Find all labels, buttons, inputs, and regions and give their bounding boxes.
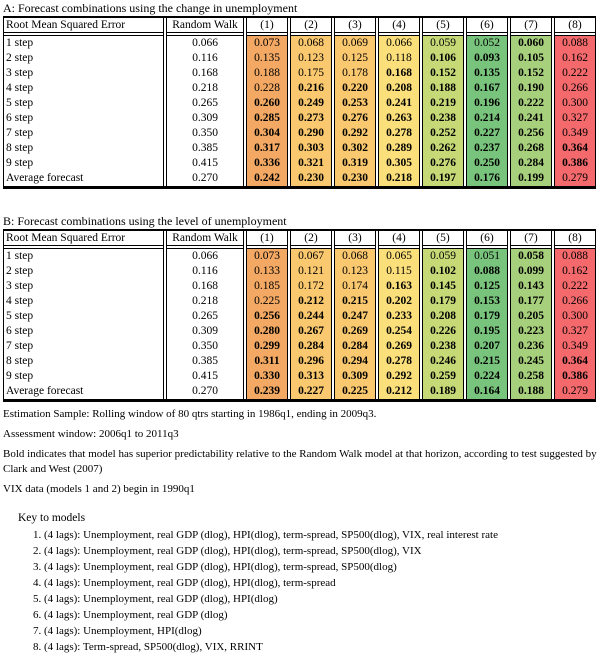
- key-item-2: 2. (4 lags): Unemployment, real GDP (dlog), HPI(dlog), term-spread, SP500(dlog), VIX: [33, 545, 422, 557]
- model-value-cell: 0.088: [562, 250, 588, 262]
- model-value-cell: 0.230: [298, 172, 324, 184]
- model-value-cell: 0.133: [254, 265, 280, 277]
- model-column: [290, 18, 332, 186]
- model-body: [555, 249, 595, 399]
- model-value-cell: 0.224: [474, 370, 500, 382]
- row-label-cell: Average forecast: [6, 172, 84, 184]
- model-body: [247, 249, 287, 399]
- model-value-cell: 0.349: [562, 127, 588, 139]
- random-walk-value-cell: 0.415: [192, 370, 218, 382]
- model-body: [467, 36, 507, 186]
- random-walk-value-cell: 0.415: [192, 157, 218, 169]
- model-value-cell: 0.249: [298, 97, 324, 109]
- model-value-cell: 0.199: [518, 172, 544, 184]
- model-value-cell: 0.230: [342, 172, 368, 184]
- row-label-cell: 6 step: [6, 112, 34, 124]
- model-value-cell: 0.364: [562, 355, 588, 367]
- model-value-cell: 0.263: [386, 112, 412, 124]
- model-value-cell: 0.321: [298, 157, 324, 169]
- model-body: [291, 249, 331, 399]
- random-walk-value-cell: 0.385: [192, 142, 218, 154]
- model-value-cell: 0.268: [518, 142, 544, 154]
- model-value-cell: 0.195: [474, 325, 500, 337]
- model-value-cell: 0.252: [430, 127, 456, 139]
- model-value-cell: 0.225: [342, 385, 368, 397]
- model-header-cell: (1): [247, 18, 287, 33]
- model-body: [511, 36, 551, 186]
- model-value-cell: 0.215: [474, 355, 500, 367]
- metric-column: [3, 18, 164, 186]
- random-walk-value-cell: 0.350: [192, 340, 218, 352]
- model-value-cell: 0.123: [298, 52, 324, 64]
- model-value-cell: 0.060: [518, 37, 544, 49]
- model-value-cell: 0.163: [386, 280, 412, 292]
- model-value-cell: 0.067: [298, 250, 324, 262]
- model-column: [466, 231, 508, 399]
- random-walk-column: [166, 231, 244, 399]
- model-value-cell: 0.123: [342, 265, 368, 277]
- row-label-cell: 3 step: [6, 280, 34, 292]
- model-value-cell: 0.058: [518, 250, 544, 262]
- model-value-cell: 0.167: [474, 82, 500, 94]
- model-value-cell: 0.269: [342, 325, 368, 337]
- model-value-cell: 0.219: [430, 97, 456, 109]
- key-item-3: 3. (4 lags): Unemployment, real GDP (dlog), HPI(dlog), term-spread, SP500(dlog): [33, 561, 397, 573]
- random-walk-value-cell: 0.309: [192, 325, 218, 337]
- model-column: [422, 231, 464, 399]
- model-value-cell: 0.327: [562, 325, 588, 337]
- row-label-cell: 7 step: [6, 127, 34, 139]
- model-value-cell: 0.176: [474, 172, 500, 184]
- model-value-cell: 0.267: [298, 325, 324, 337]
- model-value-cell: 0.228: [254, 82, 280, 94]
- model-value-cell: 0.196: [474, 97, 500, 109]
- key-item-7: 7. (4 lags): Unemployment, HPI(dlog): [33, 625, 202, 637]
- model-value-cell: 0.121: [298, 265, 324, 277]
- model-value-cell: 0.188: [430, 82, 456, 94]
- model-value-cell: 0.309: [342, 370, 368, 382]
- model-header-cell: (8): [555, 231, 595, 246]
- model-value-cell: 0.215: [342, 295, 368, 307]
- random-walk-body: [167, 36, 243, 186]
- model-value-cell: 0.093: [474, 52, 500, 64]
- model-column: [246, 231, 288, 399]
- model-body: [555, 36, 595, 186]
- random-walk-body: [167, 249, 243, 399]
- metric-column: [3, 231, 164, 399]
- model-header-cell: (8): [555, 18, 595, 33]
- model-value-cell: 0.253: [342, 97, 368, 109]
- model-value-cell: 0.311: [254, 355, 280, 367]
- model-value-cell: 0.294: [342, 355, 368, 367]
- random-walk-value-cell: 0.385: [192, 355, 218, 367]
- model-value-cell: 0.227: [474, 127, 500, 139]
- model-header-cell: (4): [379, 231, 419, 246]
- model-value-cell: 0.284: [518, 157, 544, 169]
- model-value-cell: 0.327: [562, 112, 588, 124]
- model-value-cell: 0.269: [386, 340, 412, 352]
- footnote-assessment-window: Assessment window: 2006q1 to 2011q3: [3, 428, 179, 440]
- model-value-cell: 0.296: [298, 355, 324, 367]
- key-item-4: 4. (4 lags): Unemployment, real GDP (dlog), HPI(dlog), term-spread: [33, 577, 336, 589]
- row-label-cell: 5 step: [6, 97, 34, 109]
- row-label-cell: 1 step: [6, 37, 34, 49]
- model-value-cell: 0.143: [518, 280, 544, 292]
- random-walk-value-cell: 0.168: [192, 67, 218, 79]
- row-label-cell: 8 step: [6, 355, 34, 367]
- model-value-cell: 0.238: [430, 112, 456, 124]
- model-value-cell: 0.152: [518, 67, 544, 79]
- model-value-cell: 0.233: [386, 310, 412, 322]
- model-value-cell: 0.177: [518, 295, 544, 307]
- model-column: [510, 231, 552, 399]
- table-b: [3, 229, 596, 402]
- model-header-cell: (7): [511, 18, 551, 33]
- key-item-5: 5. (4 lags): Unemployment, real GDP (dlog), HPI(dlog): [33, 593, 278, 605]
- model-value-cell: 0.051: [474, 250, 500, 262]
- model-column: [246, 18, 288, 186]
- model-column: [378, 231, 420, 399]
- row-label-cell: 4 step: [6, 82, 34, 94]
- model-header-cell: (1): [247, 231, 287, 246]
- row-label-cell: Average forecast: [6, 385, 84, 397]
- model-value-cell: 0.135: [254, 52, 280, 64]
- model-value-cell: 0.258: [518, 370, 544, 382]
- model-value-cell: 0.241: [386, 97, 412, 109]
- model-body: [423, 249, 463, 399]
- model-body: [379, 36, 419, 186]
- model-value-cell: 0.262: [430, 142, 456, 154]
- model-value-cell: 0.179: [430, 295, 456, 307]
- model-value-cell: 0.073: [254, 250, 280, 262]
- random-walk-value-cell: 0.265: [192, 97, 218, 109]
- model-value-cell: 0.330: [254, 370, 280, 382]
- model-value-cell: 0.220: [342, 82, 368, 94]
- model-value-cell: 0.222: [562, 67, 588, 79]
- model-value-cell: 0.066: [386, 37, 412, 49]
- model-value-cell: 0.250: [474, 157, 500, 169]
- random-walk-value-cell: 0.218: [192, 82, 218, 94]
- model-value-cell: 0.088: [562, 37, 588, 49]
- model-value-cell: 0.300: [562, 310, 588, 322]
- model-column: [290, 231, 332, 399]
- key-item-1: 1. (4 lags): Unemployment, real GDP (dlog), HPI(dlog), term-spread, SP500(dlog), VIX, real interest rate: [33, 529, 498, 541]
- model-value-cell: 0.216: [298, 82, 324, 94]
- model-value-cell: 0.172: [298, 280, 324, 292]
- model-column: [554, 231, 596, 399]
- model-value-cell: 0.208: [430, 310, 456, 322]
- metric-body: [4, 36, 163, 186]
- model-value-cell: 0.068: [342, 250, 368, 262]
- model-value-cell: 0.305: [386, 157, 412, 169]
- model-value-cell: 0.212: [298, 295, 324, 307]
- row-label-cell: 8 step: [6, 142, 34, 154]
- model-value-cell: 0.236: [518, 340, 544, 352]
- model-value-cell: 0.188: [518, 385, 544, 397]
- model-header-cell: (2): [291, 231, 331, 246]
- model-value-cell: 0.266: [562, 82, 588, 94]
- random-walk-column: [166, 18, 244, 186]
- random-walk-value-cell: 0.265: [192, 310, 218, 322]
- section-a-title: A: Forecast combinations using the change in unemployment: [3, 1, 298, 15]
- model-body: [379, 249, 419, 399]
- model-value-cell: 0.102: [430, 265, 456, 277]
- model-value-cell: 0.244: [298, 310, 324, 322]
- model-value-cell: 0.260: [254, 97, 280, 109]
- model-value-cell: 0.218: [386, 172, 412, 184]
- model-value-cell: 0.238: [430, 340, 456, 352]
- model-column: [554, 18, 596, 186]
- model-value-cell: 0.059: [430, 37, 456, 49]
- model-value-cell: 0.073: [254, 37, 280, 49]
- model-value-cell: 0.214: [474, 112, 500, 124]
- model-value-cell: 0.059: [430, 250, 456, 262]
- model-value-cell: 0.178: [342, 67, 368, 79]
- random-walk-value-cell: 0.168: [192, 280, 218, 292]
- model-value-cell: 0.276: [430, 157, 456, 169]
- model-value-cell: 0.273: [298, 112, 324, 124]
- model-column: [334, 231, 376, 399]
- model-value-cell: 0.190: [518, 82, 544, 94]
- model-value-cell: 0.162: [562, 265, 588, 277]
- model-value-cell: 0.197: [430, 172, 456, 184]
- model-value-cell: 0.179: [474, 310, 500, 322]
- model-value-cell: 0.386: [562, 370, 588, 382]
- model-value-cell: 0.175: [298, 67, 324, 79]
- model-value-cell: 0.292: [386, 370, 412, 382]
- model-value-cell: 0.223: [518, 325, 544, 337]
- model-column: [378, 18, 420, 186]
- model-body: [291, 36, 331, 186]
- model-value-cell: 0.145: [430, 280, 456, 292]
- model-value-cell: 0.242: [254, 172, 280, 184]
- model-header-cell: (3): [335, 231, 375, 246]
- model-value-cell: 0.185: [254, 280, 280, 292]
- model-value-cell: 0.284: [298, 340, 324, 352]
- model-value-cell: 0.256: [254, 310, 280, 322]
- model-value-cell: 0.254: [386, 325, 412, 337]
- model-value-cell: 0.349: [562, 340, 588, 352]
- model-value-cell: 0.278: [386, 127, 412, 139]
- random-walk-value-cell: 0.270: [192, 172, 218, 184]
- random-walk-value-cell: 0.350: [192, 127, 218, 139]
- model-value-cell: 0.115: [386, 265, 412, 277]
- random-walk-header-cell: Random Walk: [167, 231, 243, 246]
- model-header-cell: (6): [467, 18, 507, 33]
- random-walk-header-cell: Random Walk: [167, 18, 243, 33]
- model-value-cell: 0.237: [474, 142, 500, 154]
- model-value-cell: 0.212: [386, 385, 412, 397]
- model-column: [422, 18, 464, 186]
- model-value-cell: 0.317: [254, 142, 280, 154]
- model-value-cell: 0.313: [298, 370, 324, 382]
- metric-header-cell: Root Mean Squared Error: [4, 18, 163, 33]
- model-value-cell: 0.386: [562, 157, 588, 169]
- model-value-cell: 0.319: [342, 157, 368, 169]
- key-item-6: 6. (4 lags): Unemployment, real GDP (dlog): [33, 609, 228, 621]
- model-value-cell: 0.088: [474, 265, 500, 277]
- row-label-cell: 2 step: [6, 265, 34, 277]
- metric-body: [4, 249, 163, 399]
- model-value-cell: 0.118: [386, 52, 412, 64]
- model-header-cell: (4): [379, 18, 419, 33]
- model-value-cell: 0.303: [298, 142, 324, 154]
- row-label-cell: 1 step: [6, 250, 34, 262]
- model-value-cell: 0.208: [386, 82, 412, 94]
- table-a: [3, 16, 596, 189]
- model-value-cell: 0.222: [518, 97, 544, 109]
- key-heading: Key to models: [18, 512, 86, 524]
- model-header-cell: (5): [423, 18, 463, 33]
- model-value-cell: 0.189: [430, 385, 456, 397]
- model-value-cell: 0.292: [342, 127, 368, 139]
- model-value-cell: 0.168: [386, 67, 412, 79]
- model-body: [511, 249, 551, 399]
- model-column: [466, 18, 508, 186]
- model-value-cell: 0.105: [518, 52, 544, 64]
- model-value-cell: 0.207: [474, 340, 500, 352]
- model-body: [247, 36, 287, 186]
- random-walk-value-cell: 0.066: [192, 37, 218, 49]
- model-value-cell: 0.205: [518, 310, 544, 322]
- random-walk-value-cell: 0.066: [192, 250, 218, 262]
- model-value-cell: 0.068: [298, 37, 324, 49]
- model-body: [335, 36, 375, 186]
- model-value-cell: 0.302: [342, 142, 368, 154]
- model-value-cell: 0.289: [386, 142, 412, 154]
- model-value-cell: 0.135: [474, 67, 500, 79]
- model-column: [334, 18, 376, 186]
- model-value-cell: 0.266: [562, 295, 588, 307]
- row-label-cell: 5 step: [6, 310, 34, 322]
- random-walk-value-cell: 0.270: [192, 385, 218, 397]
- model-header-cell: (2): [291, 18, 331, 33]
- model-value-cell: 0.336: [254, 157, 280, 169]
- model-value-cell: 0.106: [430, 52, 456, 64]
- model-body: [335, 249, 375, 399]
- model-value-cell: 0.188: [254, 67, 280, 79]
- metric-header-cell: Root Mean Squared Error: [4, 231, 163, 246]
- model-value-cell: 0.069: [342, 37, 368, 49]
- row-label-cell: 2 step: [6, 52, 34, 64]
- model-value-cell: 0.222: [562, 280, 588, 292]
- model-value-cell: 0.065: [386, 250, 412, 262]
- model-body: [467, 249, 507, 399]
- model-value-cell: 0.099: [518, 265, 544, 277]
- row-label-cell: 7 step: [6, 340, 34, 352]
- model-value-cell: 0.280: [254, 325, 280, 337]
- model-value-cell: 0.299: [254, 340, 280, 352]
- model-value-cell: 0.256: [518, 127, 544, 139]
- key-to-models: [3, 511, 598, 654]
- model-header-cell: (3): [335, 18, 375, 33]
- model-value-cell: 0.225: [254, 295, 280, 307]
- model-column: [510, 18, 552, 186]
- model-value-cell: 0.125: [474, 280, 500, 292]
- random-walk-value-cell: 0.309: [192, 112, 218, 124]
- row-label-cell: 9 step: [6, 370, 34, 382]
- model-value-cell: 0.304: [254, 127, 280, 139]
- model-header-cell: (5): [423, 231, 463, 246]
- random-walk-value-cell: 0.116: [192, 52, 218, 64]
- model-value-cell: 0.284: [342, 340, 368, 352]
- key-item-8: 8. (4 lags): Term-spread, SP500(dlog), VIX, RRINT: [33, 641, 263, 653]
- model-value-cell: 0.227: [298, 385, 324, 397]
- section-b-title: B: Forecast combinations using the level of unemployment: [3, 214, 287, 228]
- model-header-cell: (7): [511, 231, 551, 246]
- model-header-cell: (6): [467, 231, 507, 246]
- model-value-cell: 0.125: [342, 52, 368, 64]
- model-value-cell: 0.164: [474, 385, 500, 397]
- model-value-cell: 0.162: [562, 52, 588, 64]
- model-value-cell: 0.259: [430, 370, 456, 382]
- model-body: [423, 36, 463, 186]
- footnote-bold-meaning: Bold indicates that model has superior predictability relative to the Random Walk model at that horizon, according to test suggested by Clark and West (2007): [3, 448, 597, 475]
- model-value-cell: 0.300: [562, 97, 588, 109]
- model-value-cell: 0.239: [254, 385, 280, 397]
- model-value-cell: 0.279: [562, 385, 588, 397]
- row-label-cell: 4 step: [6, 295, 34, 307]
- model-value-cell: 0.226: [430, 325, 456, 337]
- random-walk-value-cell: 0.116: [192, 265, 218, 277]
- model-value-cell: 0.285: [254, 112, 280, 124]
- model-value-cell: 0.153: [474, 295, 500, 307]
- model-value-cell: 0.246: [430, 355, 456, 367]
- model-value-cell: 0.174: [342, 280, 368, 292]
- row-label-cell: 3 step: [6, 67, 34, 79]
- model-value-cell: 0.241: [518, 112, 544, 124]
- footnotes: [3, 407, 597, 497]
- model-value-cell: 0.278: [386, 355, 412, 367]
- model-value-cell: 0.052: [474, 37, 500, 49]
- model-value-cell: 0.364: [562, 142, 588, 154]
- model-value-cell: 0.202: [386, 295, 412, 307]
- footnote-vix-data: VIX data (models 1 and 2) begin in 1990q1: [3, 483, 195, 495]
- random-walk-value-cell: 0.218: [192, 295, 218, 307]
- model-value-cell: 0.276: [342, 112, 368, 124]
- model-value-cell: 0.245: [518, 355, 544, 367]
- model-value-cell: 0.279: [562, 172, 588, 184]
- model-value-cell: 0.290: [298, 127, 324, 139]
- model-value-cell: 0.247: [342, 310, 368, 322]
- footnote-estimation-sample: Estimation Sample: Rolling window of 80 qtrs starting in 1986q1, ending in 2009q3.: [3, 408, 377, 420]
- row-label-cell: 9 step: [6, 157, 34, 169]
- model-value-cell: 0.152: [430, 67, 456, 79]
- row-label-cell: 6 step: [6, 325, 34, 337]
